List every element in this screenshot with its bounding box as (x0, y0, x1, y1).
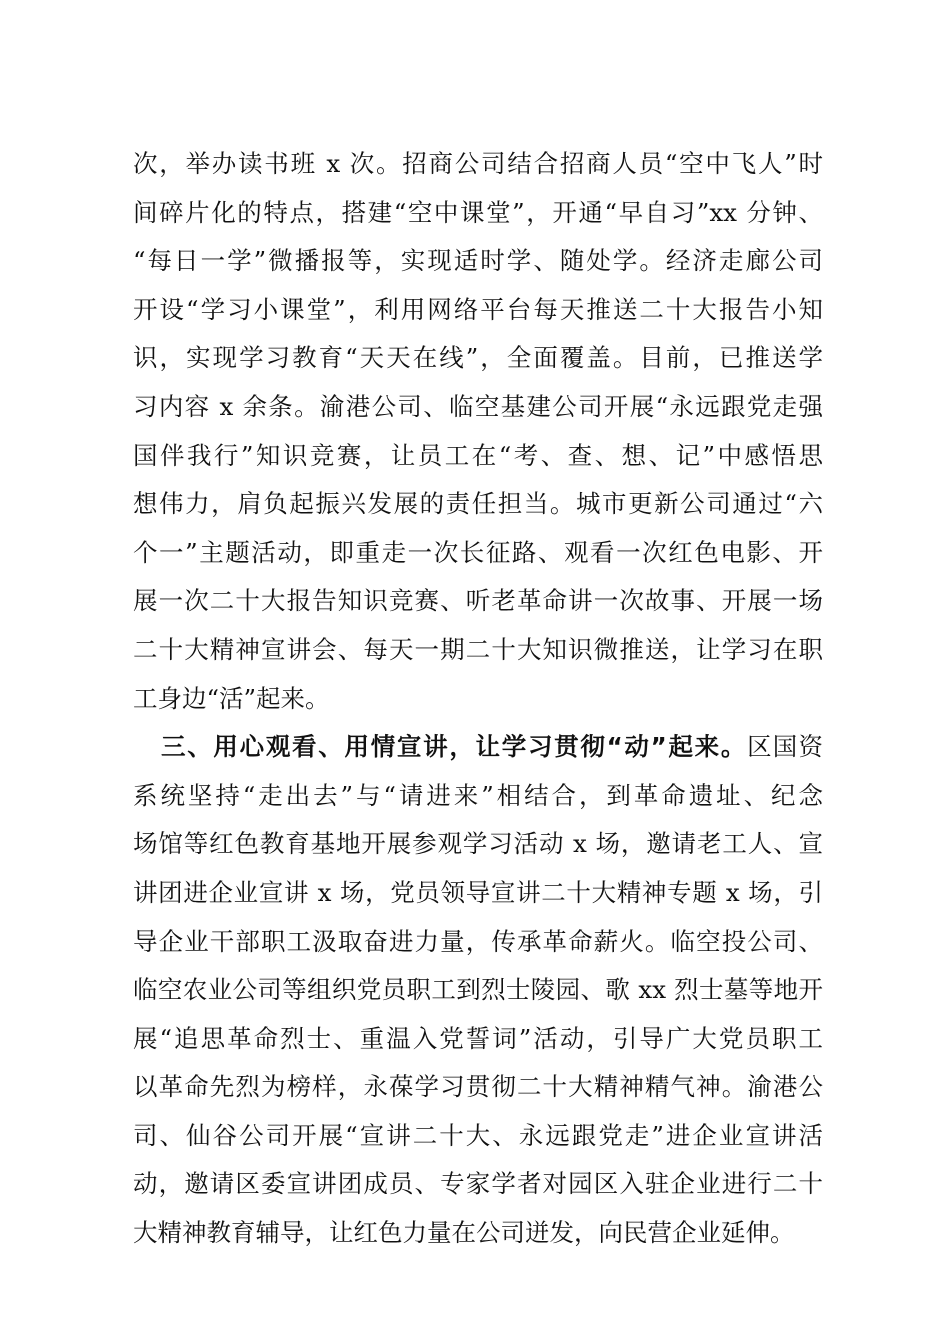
paragraph-line: 间碎片化的特点，搭建“空中课堂”，开通“早自习”xx 分钟、 (133, 197, 823, 227)
paragraph-line: 以革命先烈为榜样，永葆学习贯彻二十大精神精气神。渝港公 (133, 1072, 823, 1102)
paragraph-line: 次，举办读书班 x 次。招商公司结合招商人员“空中飞人”时 (133, 149, 823, 178)
paragraph-learning-activities (133, 140, 823, 723)
paragraph-line: 个一”主题活动，即重走一次长征路、观看一次红色电影、开 (133, 537, 823, 567)
paragraph-line: 展“追思革命烈士、重温入党誓词”活动，引导广大党员职工 (133, 1023, 823, 1053)
paragraph-line: 导企业干部职工汲取奋进力量，传承革命薪火。临空投公司、 (133, 926, 823, 956)
paragraph-section-three (133, 723, 823, 1258)
paragraph-line: 习内容 x 余条。渝港公司、临空基建公司开展“永远跟党走强 (133, 391, 823, 421)
paragraph-line: 讲团进企业宣讲 x 场，党员领导宣讲二十大精神专题 x 场，引 (133, 877, 823, 907)
paragraph-line: 临空农业公司等组织党员职工到烈士陵园、歌 xx 烈士墓等地开 (133, 975, 823, 1005)
paragraph-line: 大精神教育辅导，让红色力量在公司迸发，向民营企业延伸。 (133, 1218, 795, 1248)
paragraph-line: 场馆等红色教育基地开展参观学习活动 x 场，邀请老工人、宣 (133, 829, 823, 859)
paragraph-line: 工身边“活”起来。 (133, 683, 330, 713)
paragraph-line: 想伟力，肩负起振兴发展的责任担当。城市更新公司通过“六 (133, 489, 823, 519)
paragraph-line: 司、仙谷公司开展“宣讲二十大、永远跟党走”进企业宣讲活 (133, 1120, 823, 1150)
paragraph-line: 动，邀请区委宣讲团成员、专家学者对园区入驻企业进行二十 (133, 1169, 823, 1199)
section-heading-continuation: 区国资 (747, 732, 824, 762)
document-body (133, 140, 823, 1258)
paragraph-line: 识，实现学习教育“天天在线”，全面覆盖。目前，已推送学 (133, 343, 823, 373)
section-heading: 三、用心观看、用情宣讲，让学习贯彻“动”起来。 (161, 732, 748, 762)
paragraph-line: 国伴我行”知识竞赛，让员工在“考、查、想、记”中感悟思 (133, 440, 823, 470)
section-three-first-line (133, 723, 823, 772)
paragraph-line: 展一次二十大报告知识竞赛、听老革命讲一次故事、开展一场 (133, 586, 823, 616)
paragraph-line: 开设“学习小课堂”，利用网络平台每天推送二十大报告小知 (133, 294, 823, 324)
paragraph-line: “每日一学”微播报等，实现适时学、随处学。经济走廊公司 (133, 246, 823, 276)
paragraph-line: 系统坚持“走出去”与“请进来”相结合，到革命遗址、纪念 (133, 780, 823, 810)
paragraph-line: 二十大精神宣讲会、每天一期二十大知识微推送，让学习在职 (133, 634, 823, 664)
